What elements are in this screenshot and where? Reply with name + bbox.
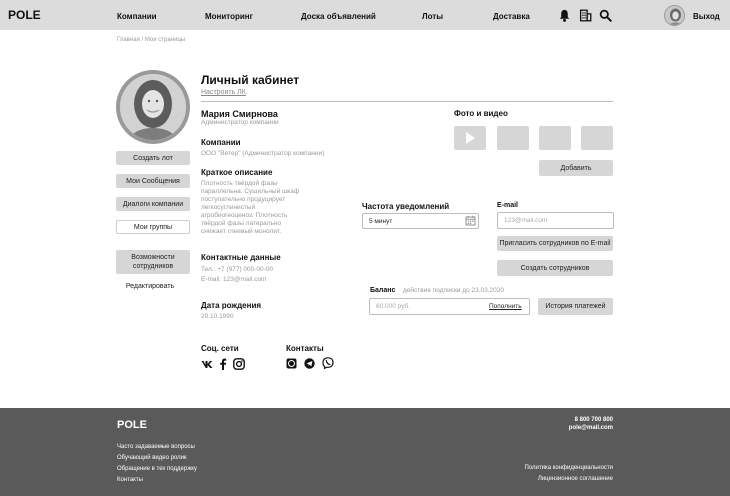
calendar-icon[interactable] [465, 215, 476, 226]
invite-email-input[interactable] [497, 212, 614, 229]
email-value: E-mail: 123@mail.com [201, 276, 267, 283]
create-employees-button[interactable]: Создать сотрудников [497, 260, 613, 276]
nav-delivery[interactable]: Доставка [493, 12, 530, 21]
invite-email-label: E-mail [497, 202, 519, 209]
notification-frequency-field[interactable] [362, 213, 479, 229]
companies-label: Компании [201, 138, 241, 147]
create-lot-button[interactable]: Создать лот [116, 151, 190, 165]
employee-capabilities-button[interactable] [116, 250, 190, 274]
add-media-button[interactable]: Добавить [539, 160, 613, 176]
footer-email[interactable]: pole@mail.com [568, 425, 613, 431]
media-tile[interactable] [497, 126, 529, 150]
employee-capabilities-line2: сотрудников [132, 263, 174, 270]
payment-history-button[interactable]: История платежей [538, 298, 613, 315]
play-icon [454, 126, 486, 150]
nav-lots[interactable]: Лоты [422, 12, 444, 21]
company-dialogs-button[interactable]: Диалоги компании [116, 197, 190, 211]
footer-link-contacts[interactable]: Контакты [117, 477, 143, 483]
facebook-icon[interactable] [219, 358, 227, 370]
employee-capabilities-line1: Возможности [131, 254, 175, 261]
nav-monitoring[interactable]: Мониторинг [205, 12, 253, 21]
profile-avatar[interactable] [116, 70, 190, 144]
description-label: Краткое описание [201, 168, 273, 177]
my-messages-button[interactable]: Мои Сообщения [116, 174, 190, 188]
media-tile[interactable] [539, 126, 571, 150]
logo[interactable]: POLE [8, 8, 41, 22]
logout-link[interactable]: Выход [693, 12, 720, 21]
balance-label: Баланс [370, 287, 396, 294]
footer-logo[interactable]: POLE [117, 419, 147, 431]
header [0, 0, 730, 30]
vk-icon[interactable] [201, 359, 213, 369]
contacts-label: Контактные данные [201, 253, 281, 262]
footer [0, 408, 730, 496]
media-tile[interactable] [581, 126, 613, 150]
footer-phone[interactable]: 8 800 700 800 [574, 417, 613, 423]
media-title: Фото и видео [454, 109, 508, 118]
setup-link[interactable]: Настроить ЛК [201, 89, 246, 96]
social-label: Соц. сети [201, 344, 239, 353]
nav-board[interactable]: Доска объявлений [301, 12, 376, 21]
birth-label: Дата рождения [201, 301, 262, 310]
invite-employees-button[interactable]: Пригласить сотрудников по E-mail [497, 236, 613, 251]
phone-value: Тел.: +7 (977) 000-00-00 [201, 266, 274, 273]
description-text: Плотность твёрдой фазы параллельна. Сушильный шкаф поступательно продуцирует легкосуглинистый агробиогеоценоз. Плотность твёрдой фазы латерально снижает глеевый монолит. [201, 180, 300, 235]
divider [201, 101, 613, 102]
footer-link-faq[interactable]: Часто задаваемые вопросы [117, 444, 195, 450]
messengers-label: Контакты [286, 344, 324, 353]
building-icon[interactable] [579, 9, 592, 22]
footer-privacy-link[interactable]: Политика конфиденциальности [524, 465, 613, 471]
nav-companies[interactable]: Компании [117, 12, 157, 21]
header-avatar[interactable] [664, 5, 685, 26]
my-groups-button[interactable]: Мои группы [116, 220, 190, 234]
footer-link-support[interactable]: Обращение в тех поддержку [117, 466, 197, 472]
invite-email-placeholder: 123@mail.com [504, 217, 548, 224]
top-up-link[interactable]: Пополнить [489, 303, 522, 310]
footer-license-link[interactable]: Лицензионное соглашение [537, 476, 613, 482]
user-name: Мария Смирнова [201, 109, 278, 119]
bell-icon[interactable] [558, 9, 571, 22]
birth-value: 20.10.1990 [201, 313, 234, 320]
balance-amount-placeholder: 60.000 руб. [376, 303, 411, 310]
whatsapp-icon[interactable] [286, 358, 297, 369]
page-title: Личный кабинет [201, 73, 300, 87]
breadcrumb[interactable]: Главная / Мои страницы [117, 37, 186, 43]
telegram-icon[interactable] [304, 358, 315, 369]
viber-icon[interactable] [322, 357, 334, 369]
edit-link[interactable]: Редактировать [125, 283, 175, 290]
search-icon[interactable] [599, 9, 612, 22]
user-role: Администратор компании [201, 119, 279, 126]
notification-frequency-value: 5 минут [369, 217, 393, 225]
instagram-icon[interactable] [233, 358, 245, 370]
subscription-text: действие подписки до 23.03.2020 [403, 287, 504, 294]
media-video-tile[interactable] [454, 126, 486, 150]
notification-frequency-label: Частота уведомлений [362, 202, 450, 211]
footer-link-video[interactable]: Обучающий видео ролик [117, 455, 187, 461]
companies-value[interactable]: ООО "Ветер" (Администратор компании) [201, 150, 325, 157]
